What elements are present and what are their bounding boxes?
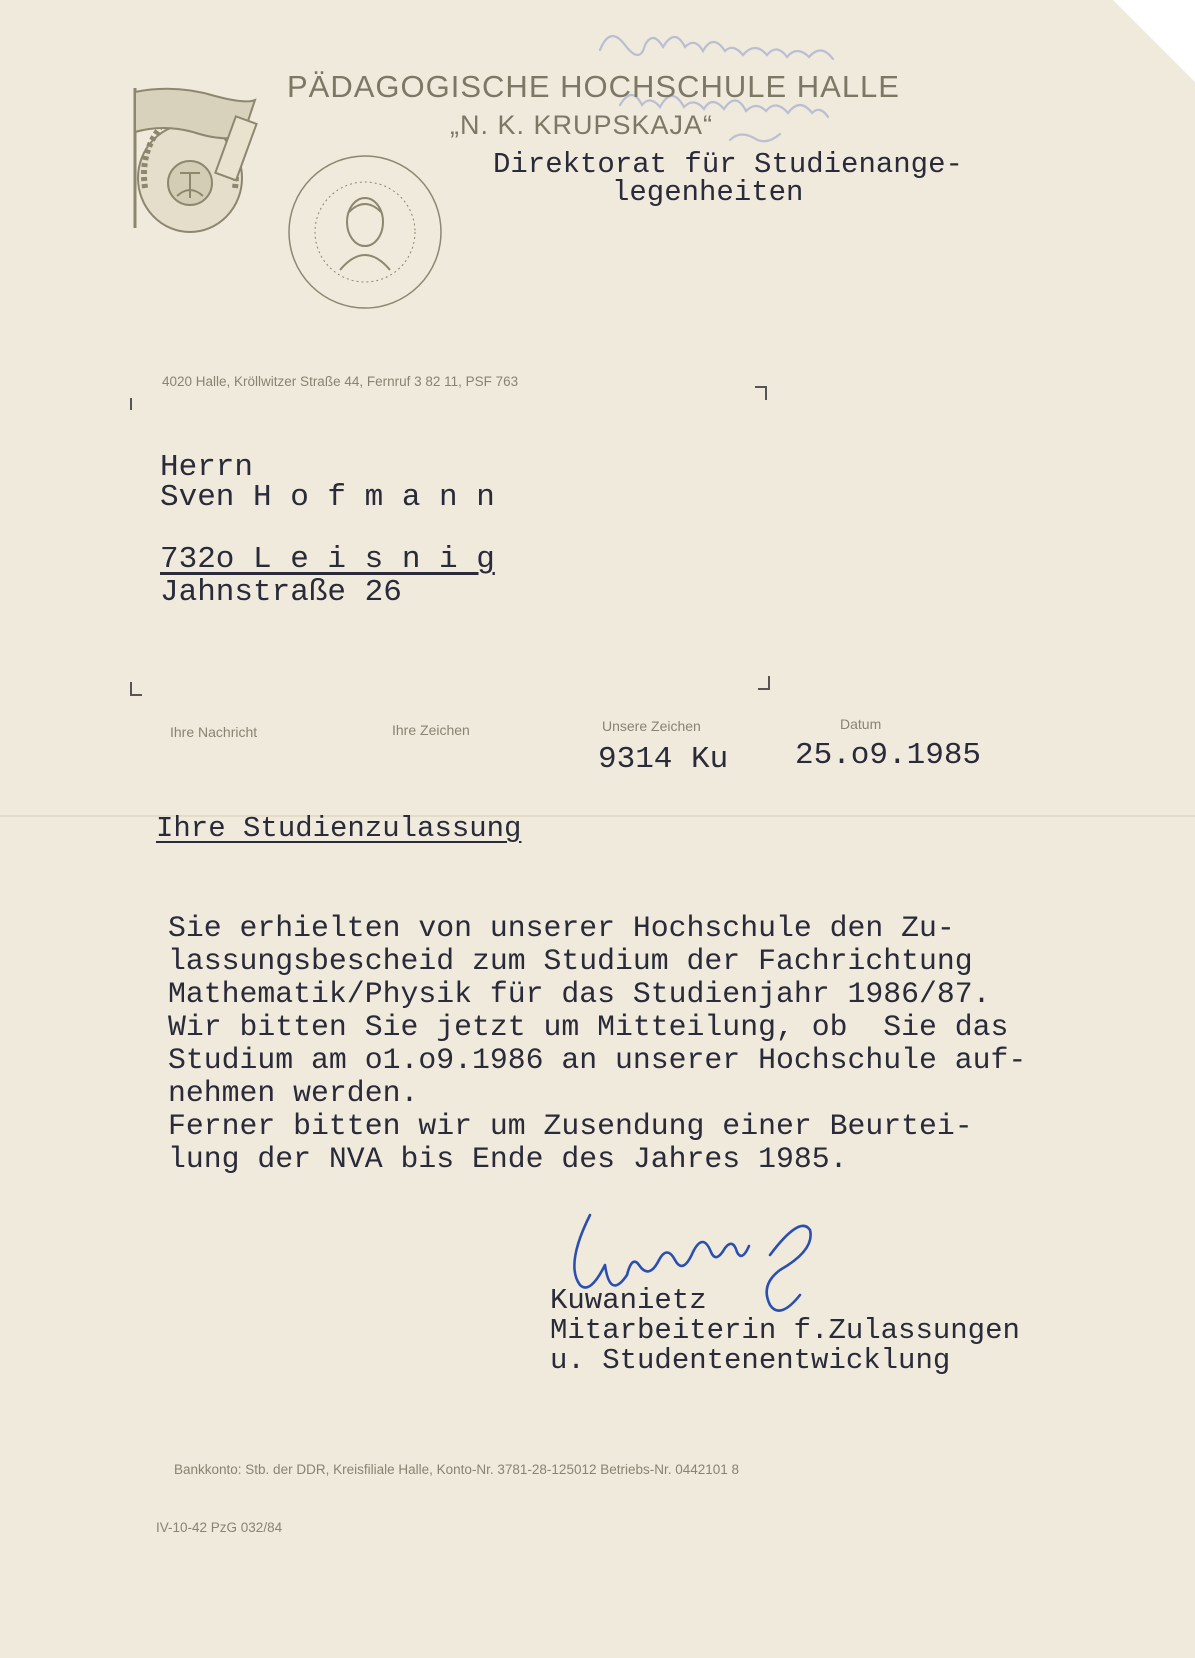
unsere-zeichen-value: 9314 Ku <box>598 742 729 777</box>
window-mark-bl <box>130 682 142 696</box>
body-line: nehmen werden. <box>168 1076 419 1110</box>
body-line: Mathematik/Physik für das Studienjahr 1986/87. <box>168 977 991 1011</box>
department-line-2: legenheiten <box>612 176 804 209</box>
department-line-1: Direktorat für Studienange- <box>493 148 963 181</box>
body-line: lassungsbescheid zum Studium der Fachrichtung <box>168 944 973 978</box>
window-mark-tl <box>130 398 142 410</box>
body-line: Wir bitten Sie jetzt um Mitteilung, ob Sie das <box>168 1010 1009 1044</box>
unsere-zeichen-label: Unsere Zeichen <box>602 718 701 734</box>
torn-corner <box>1113 0 1195 82</box>
ddr-emblem-badge <box>125 78 260 238</box>
datum-value: 25.o9.1985 <box>795 738 982 773</box>
window-mark-tr <box>755 386 767 400</box>
form-code: IV-10-42 PzG 032/84 <box>156 1520 283 1535</box>
ihre-nachricht-label: Ihre Nachricht <box>170 724 258 740</box>
letter-subject: Ihre Studienzulassung <box>156 812 522 845</box>
body-line: lung der NVA bis Ende des Jahres 1985. <box>168 1142 848 1176</box>
bank-details: Bankkonto: Stb. der DDR, Kreisfiliale Halle, Konto-Nr. 3781-28-125012 Betriebs-Nr. 0442101 8 <box>174 1462 740 1477</box>
letter-body <box>168 912 1026 1176</box>
institution-namesake: „N. K. KRUPSKAJA“ <box>450 110 714 140</box>
recipient-street: Jahnstraße 26 <box>160 575 402 610</box>
body-line: Sie erhielten von unserer Hochschule den Zu- <box>168 911 955 945</box>
ihre-zeichen-label: Ihre Zeichen <box>392 722 470 738</box>
body-line: Ferner bitten wir um Zusendung einer Beurtei- <box>168 1109 973 1143</box>
krupskaja-seal <box>285 152 445 312</box>
signatory-name: Kuwanietz <box>550 1284 707 1317</box>
body-line: Studium am o1.o9.1986 an unserer Hochschule auf- <box>168 1043 1027 1077</box>
recipient-city: 732o L e i s n i g <box>160 542 495 577</box>
sender-address: 4020 Halle, Kröllwitzer Straße 44, Fernruf 3 82 11, PSF 763 <box>162 374 519 389</box>
datum-label: Datum <box>840 716 882 732</box>
institution-name: PÄDAGOGISCHE HOCHSCHULE HALLE <box>287 69 900 104</box>
signatory-title-2: u. Studentenentwicklung <box>550 1344 951 1377</box>
window-mark-br <box>758 676 770 690</box>
recipient-salutation: Herrn <box>160 450 254 485</box>
signatory-title-1: Mitarbeiterin f.Zulassungen <box>550 1314 1020 1347</box>
recipient-name: Sven H o f m a n n <box>160 480 495 515</box>
